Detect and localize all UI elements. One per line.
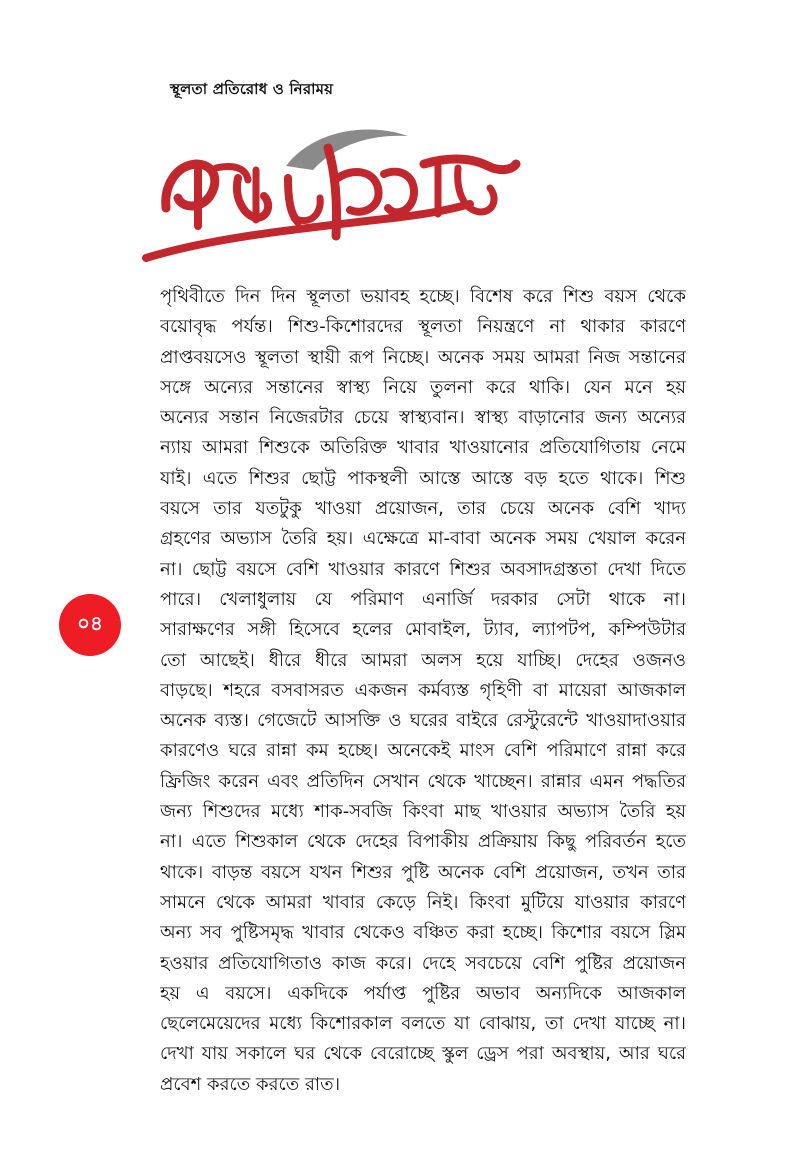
body-line: সারাক্ষণের সঙ্গী হিসেবে হলের মোবাইল, ট্যাব, ল্যাপটপ, কম্পিউটার <box>160 619 686 641</box>
title-gray-arc <box>286 129 408 170</box>
body-line: থাকে। বাড়ন্ত বয়সে যখন শিশুর পুষ্টি অনেক বেশি প্রয়োজন, তখন তার <box>160 861 686 883</box>
body-line: তো আছেই। ধীরে ধীরে আমরা অলস হয়ে যাচ্ছি। দেহের ওজনও <box>160 649 686 671</box>
body-line: অনেক ব্যস্ত। গেজেটে আসক্তি ও ঘরের বাইরে রেস্টুরেন্টে খাওয়াদাওয়ার <box>160 710 686 732</box>
body-line: বয়সে তার যতটুকু খাওয়া প্রয়োজন, তার চেয়ে অনেক বেশি খাদ্য <box>160 498 686 520</box>
body-line: হয় এ বয়সে। একদিকে পর্যাপ্ত পুষ্টির অভাব অন্যদিকে আজকাল <box>160 982 686 1004</box>
body-line: না। ছোট্ট বয়সে বেশি খাওয়ার কারণে শিশুর অবসাদগ্রস্ততা দেখা দিতে <box>160 558 686 580</box>
body-line: ফ্রিজিং করেন এবং প্রতিদিন সেখান থেকে খাচ্ছেন। রান্নার এমন পদ্ধতির <box>160 770 686 792</box>
body-line: জন্য শিশুদের মধ্যে শাক-সবজি কিংবা মাছ খাওয়ার অভ্যাস তৈরি হয় <box>160 801 686 823</box>
body-line: বয়োবৃদ্ধ পর্যন্ত। শিশু-কিশোরদের স্থূলতা নিয়ন্ত্রণে না থাকার কারণে <box>160 316 686 338</box>
body-line: পৃথিবীতে দিন দিন স্থূলতা ভয়াবহ হচ্ছে। বিশেষ করে শিশু বয়স থেকে <box>160 286 686 307</box>
body-line: দেখা যায় সকালে ঘর থেকে বেরোচ্ছে স্কুল ড্রেস পরা অবস্থায়, আর ঘরে <box>160 1043 686 1065</box>
body-line: গ্রহণের অভ্যাস তৈরি হয়। এক্ষেত্রে মা-বাবা অনেক সময় খেয়াল করেন <box>160 528 686 550</box>
body-line: বাড়ছে। শহরে বসবাসরত একজন কর্মব্যস্ত গৃহিণী বা মায়েরা আজকাল <box>160 679 686 701</box>
body-line: ন্যায় আমরা শিশুকে অতিরিক্ত খাবার খাওয়ানোর প্রতিযোগিতায় নেমে <box>160 437 686 459</box>
body-paragraph <box>160 282 686 1100</box>
title-calligraphy-art <box>138 118 528 268</box>
body-line: সামনে থেকে আমরা খাবার কেড়ে নিই। কিংবা মুটিয়ে যাওয়ার কারণে <box>160 891 686 913</box>
body-line: পারে। খেলাধুলায় যে পরিমাণ এনার্জি দরকার সেটা থাকে না। <box>160 588 686 610</box>
title-red-strokes <box>146 148 516 258</box>
body-line: প্রাপ্তবয়সেও স্থূলতা স্থায়ী রূপ নিচ্ছে। অনেক সময় আমরা নিজ সন্তানের <box>160 346 686 368</box>
body-line: কারণেও ঘরে রান্না কম হচ্ছে। অনেকেই মাংস বেশি পরিমাণে রান্না করে <box>160 740 686 762</box>
body-line: অন্য সব পুষ্টিসমৃদ্ধ খাবার থেকেও বঞ্চিত করা হচ্ছে। কিশোর বয়সে স্লিম <box>160 922 686 944</box>
body-line: অন্যের সন্তান নিজেরটার চেয়ে স্বাস্থ্যবান। স্বাস্থ্য বাড়ানোর জন্য অন্যের <box>160 407 686 429</box>
body-line: সঙ্গে অন্যের সন্তানের স্বাস্থ্য নিয়ে তুলনা করে থাকি। যেন মনে হয় <box>160 376 686 398</box>
page-number: ০৪ <box>77 610 103 635</box>
body-line: ছেলেমেয়েদের মধ্যে কিশোরকাল বলতে যা বোঝায়, তা দেখা যাচ্ছে না। <box>160 1013 686 1035</box>
body-line: না। এতে শিশুকাল থেকে দেহের বিপাকীয় প্রক্রিয়ায় কিছু পরিবর্তন হতে <box>160 831 686 853</box>
page-number-badge <box>59 594 121 656</box>
title-calligraphy <box>138 118 528 268</box>
body-line: হওয়ার প্রতিযোগিতাও কাজ করে। দেহে সবচেয়ে বেশি পুষ্টির প্রয়োজন <box>160 952 686 974</box>
body-line: প্রবেশ করতে করতে রাত। <box>160 1073 341 1095</box>
body-line: যাই। এতে শিশুর ছোট্ট পাকস্থলী আস্তে আস্তে বড় হতে থাকে। শিশু <box>160 467 686 489</box>
header-subtitle: স্থূলতা প্রতিরোধ ও নিরাময় <box>170 80 334 98</box>
